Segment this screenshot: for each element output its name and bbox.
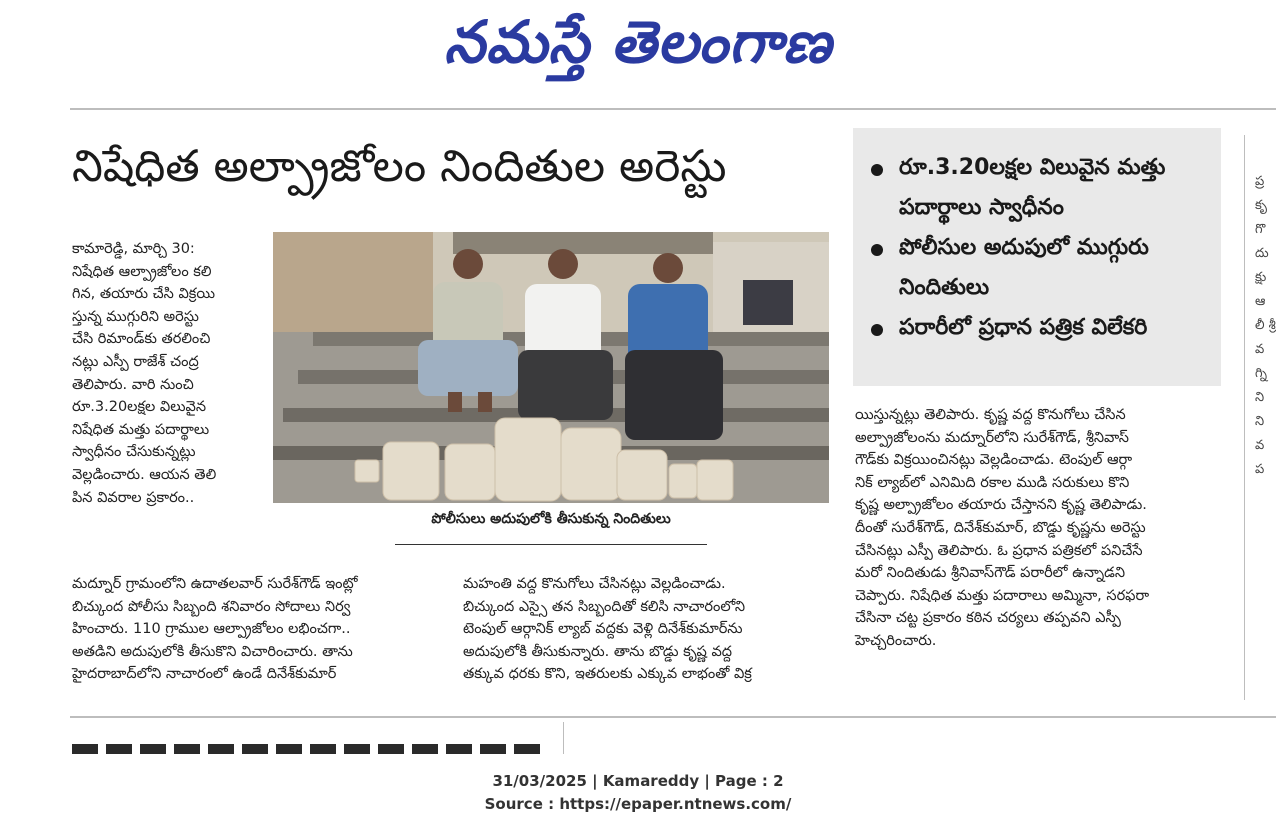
text-line: తక్కువ ధరకు కొని, ఇతరులకు ఎక్కువ లాభంతో విక్ర: [463, 666, 752, 683]
text-line: తెలిపారు. వారి నుంచి: [72, 376, 194, 393]
article-headline: నిషేధిత అల్ప్రాజోలం నిందితుల అరెస్టు: [72, 141, 727, 192]
highlight-item: రూ.3.20లక్షల విలువైన మత్తు పదార్థాలు స్వాధీనం: [867, 148, 1221, 228]
highlights-box: [853, 128, 1221, 386]
text-line: బిచ్కుంద ఎస్సై తన సిబ్బందితో కలిసి నాచారంలోని: [463, 598, 746, 615]
text-line: కామారెడ్డి, మార్చి 30:: [72, 241, 195, 257]
text-line: అల్ప్రాజోలంను మద్నూర్‌లోని సురేశ్‌గౌడ్, శ్రీనివాస్: [855, 429, 1129, 446]
text-line: గిన, తయారు చేసి విక్రయి: [72, 286, 215, 303]
text-line: చేసినా చట్ట ప్రకారం కఠిన చర్యలు తప్పవని ఎస్పీ: [855, 610, 1121, 627]
next-headline-fragment: [72, 744, 542, 754]
text-line: అదుపులోకి తీసుకున్నారు. తాను బొడ్డు కృష్ణ వద్ద: [463, 643, 733, 660]
column-1-top: [72, 238, 252, 509]
text-line: మరో నిందితుడు శ్రీనివాస్‌గౌడ్ పరారీలో ఉన్నాడని: [855, 565, 1126, 582]
text-line: మహంతి వద్ద కొనుగోలు చేసినట్లు వెల్లడించాడు.: [463, 576, 726, 592]
text-line: హెచ్చరించారు.: [855, 632, 937, 649]
text-line: స్తున్న ముగ్గురిని అరెస్టు: [72, 308, 199, 325]
column-1-bottom: [72, 573, 436, 686]
arrested-persons-photo: [273, 232, 829, 503]
page-cutoff: [0, 754, 1276, 834]
text-line: హించారు. 110 గ్రాముల ఆల్ప్రాజోలం లభించగా..: [72, 621, 351, 638]
highlight-item: పరారీలో ప్రధాన పత్రిక విలేకరి: [867, 308, 1221, 348]
text-line: చేసినట్లు ఎస్పీ తెలిపారు. ఓ ప్రధాన పత్రికలో పనిచేసే: [855, 542, 1143, 559]
footer-date-line: 31/03/2025 | Kamareddy | Page : 2: [492, 772, 784, 790]
text-line: మద్నూర్ గ్రామంలోని ఉదాతలవార్ సురేశ్‌గౌడ్ ఇంట్లో: [72, 576, 358, 592]
text-line: నిషేధిత మత్తు పదార్థాలు: [72, 421, 210, 438]
column-divider: [1244, 135, 1245, 700]
column-3: [855, 404, 1221, 653]
text-line: నిషేధిత ఆల్ప్రాజోలం కలి: [72, 263, 212, 280]
text-line: టెంపుల్ ఆర్గానిక్ ల్యాబ్ వద్దకు వెళ్లి దినేశ్‌కుమార్‌ను: [463, 621, 743, 638]
text-line: అతడిని అదుపులోకి తీసుకొని విచారించారు. తాను: [72, 643, 353, 660]
text-line: గౌడ్‌కు విక్రయించినట్లు వెల్లడించాడు. టెంపుల్ ఆర్గా: [855, 452, 1133, 469]
text-line: పిన వివరాల ప్రకారం..: [72, 489, 195, 506]
text-line: చెప్పారు. నిషేధిత మత్తు పదారాలు అమ్మినా, సరఫరా: [855, 587, 1150, 604]
adjacent-article-strip: ప్ర కృ గొ దు క్షు ఆ లీ శ్రీ వ గ్ని ని ని వ ప: [1255, 174, 1276, 477]
text-line: కృష్ణ అల్ప్రాజోలం తయారు చేస్తానని కృష్ణ తెలిపాడు.: [855, 497, 1147, 514]
text-line: హైదరాబాద్‌లోని నాచారంలో ఉండే దినేశ్‌కుమార్: [72, 666, 337, 683]
text-line: వెల్లడించారు. ఆయన తెలి: [72, 466, 217, 483]
text-line: నిక్ ల్యాబ్‌లో ఎనిమిది రకాల ముడి సరుకులు కొని: [855, 474, 1130, 491]
text-line: బిచ్కుంద పోలీసు సిబ్బంది శనివారం సోదాలు నిర్వ: [72, 598, 351, 615]
news-photo: [273, 232, 829, 503]
text-line: నట్లు ఎస్పీ రాజేశ్ చంద్ర: [72, 353, 199, 370]
text-line: రూ.3.20లక్షల విలువైన: [72, 399, 207, 416]
column-2: [463, 573, 829, 686]
highlight-item: పోలీసుల అదుపులో ముగ్గురు నిందితులు: [867, 228, 1221, 308]
text-line: యిస్తున్నట్లు తెలిపారు. కృష్ణ వద్ద కొనుగోలు చేసిన: [855, 407, 1126, 423]
article-bottom-rule: [70, 716, 1276, 718]
photo-caption: పోలీసులు అదుపులోకి తీసుకున్న నిందితులు: [431, 511, 671, 527]
caption-rule: [395, 544, 707, 545]
bottom-column-divider: [563, 722, 564, 754]
text-line: దీంతో సురేశ్‌గౌడ్, దినేశ్‌కుమార్, బొడ్డు కృష్ణను అరెస్టు: [855, 519, 1146, 536]
footer-source-line: Source : https://epaper.ntnews.com/: [484, 795, 792, 813]
masthead-rule: [70, 108, 1276, 110]
text-line: స్వాధీనం చేసుకున్నట్లు: [72, 444, 196, 461]
text-line: చేసి రిమాండ్‌కు తరలించి: [72, 331, 211, 348]
newspaper-masthead: నమస్తే తెలంగాణ: [444, 8, 832, 76]
